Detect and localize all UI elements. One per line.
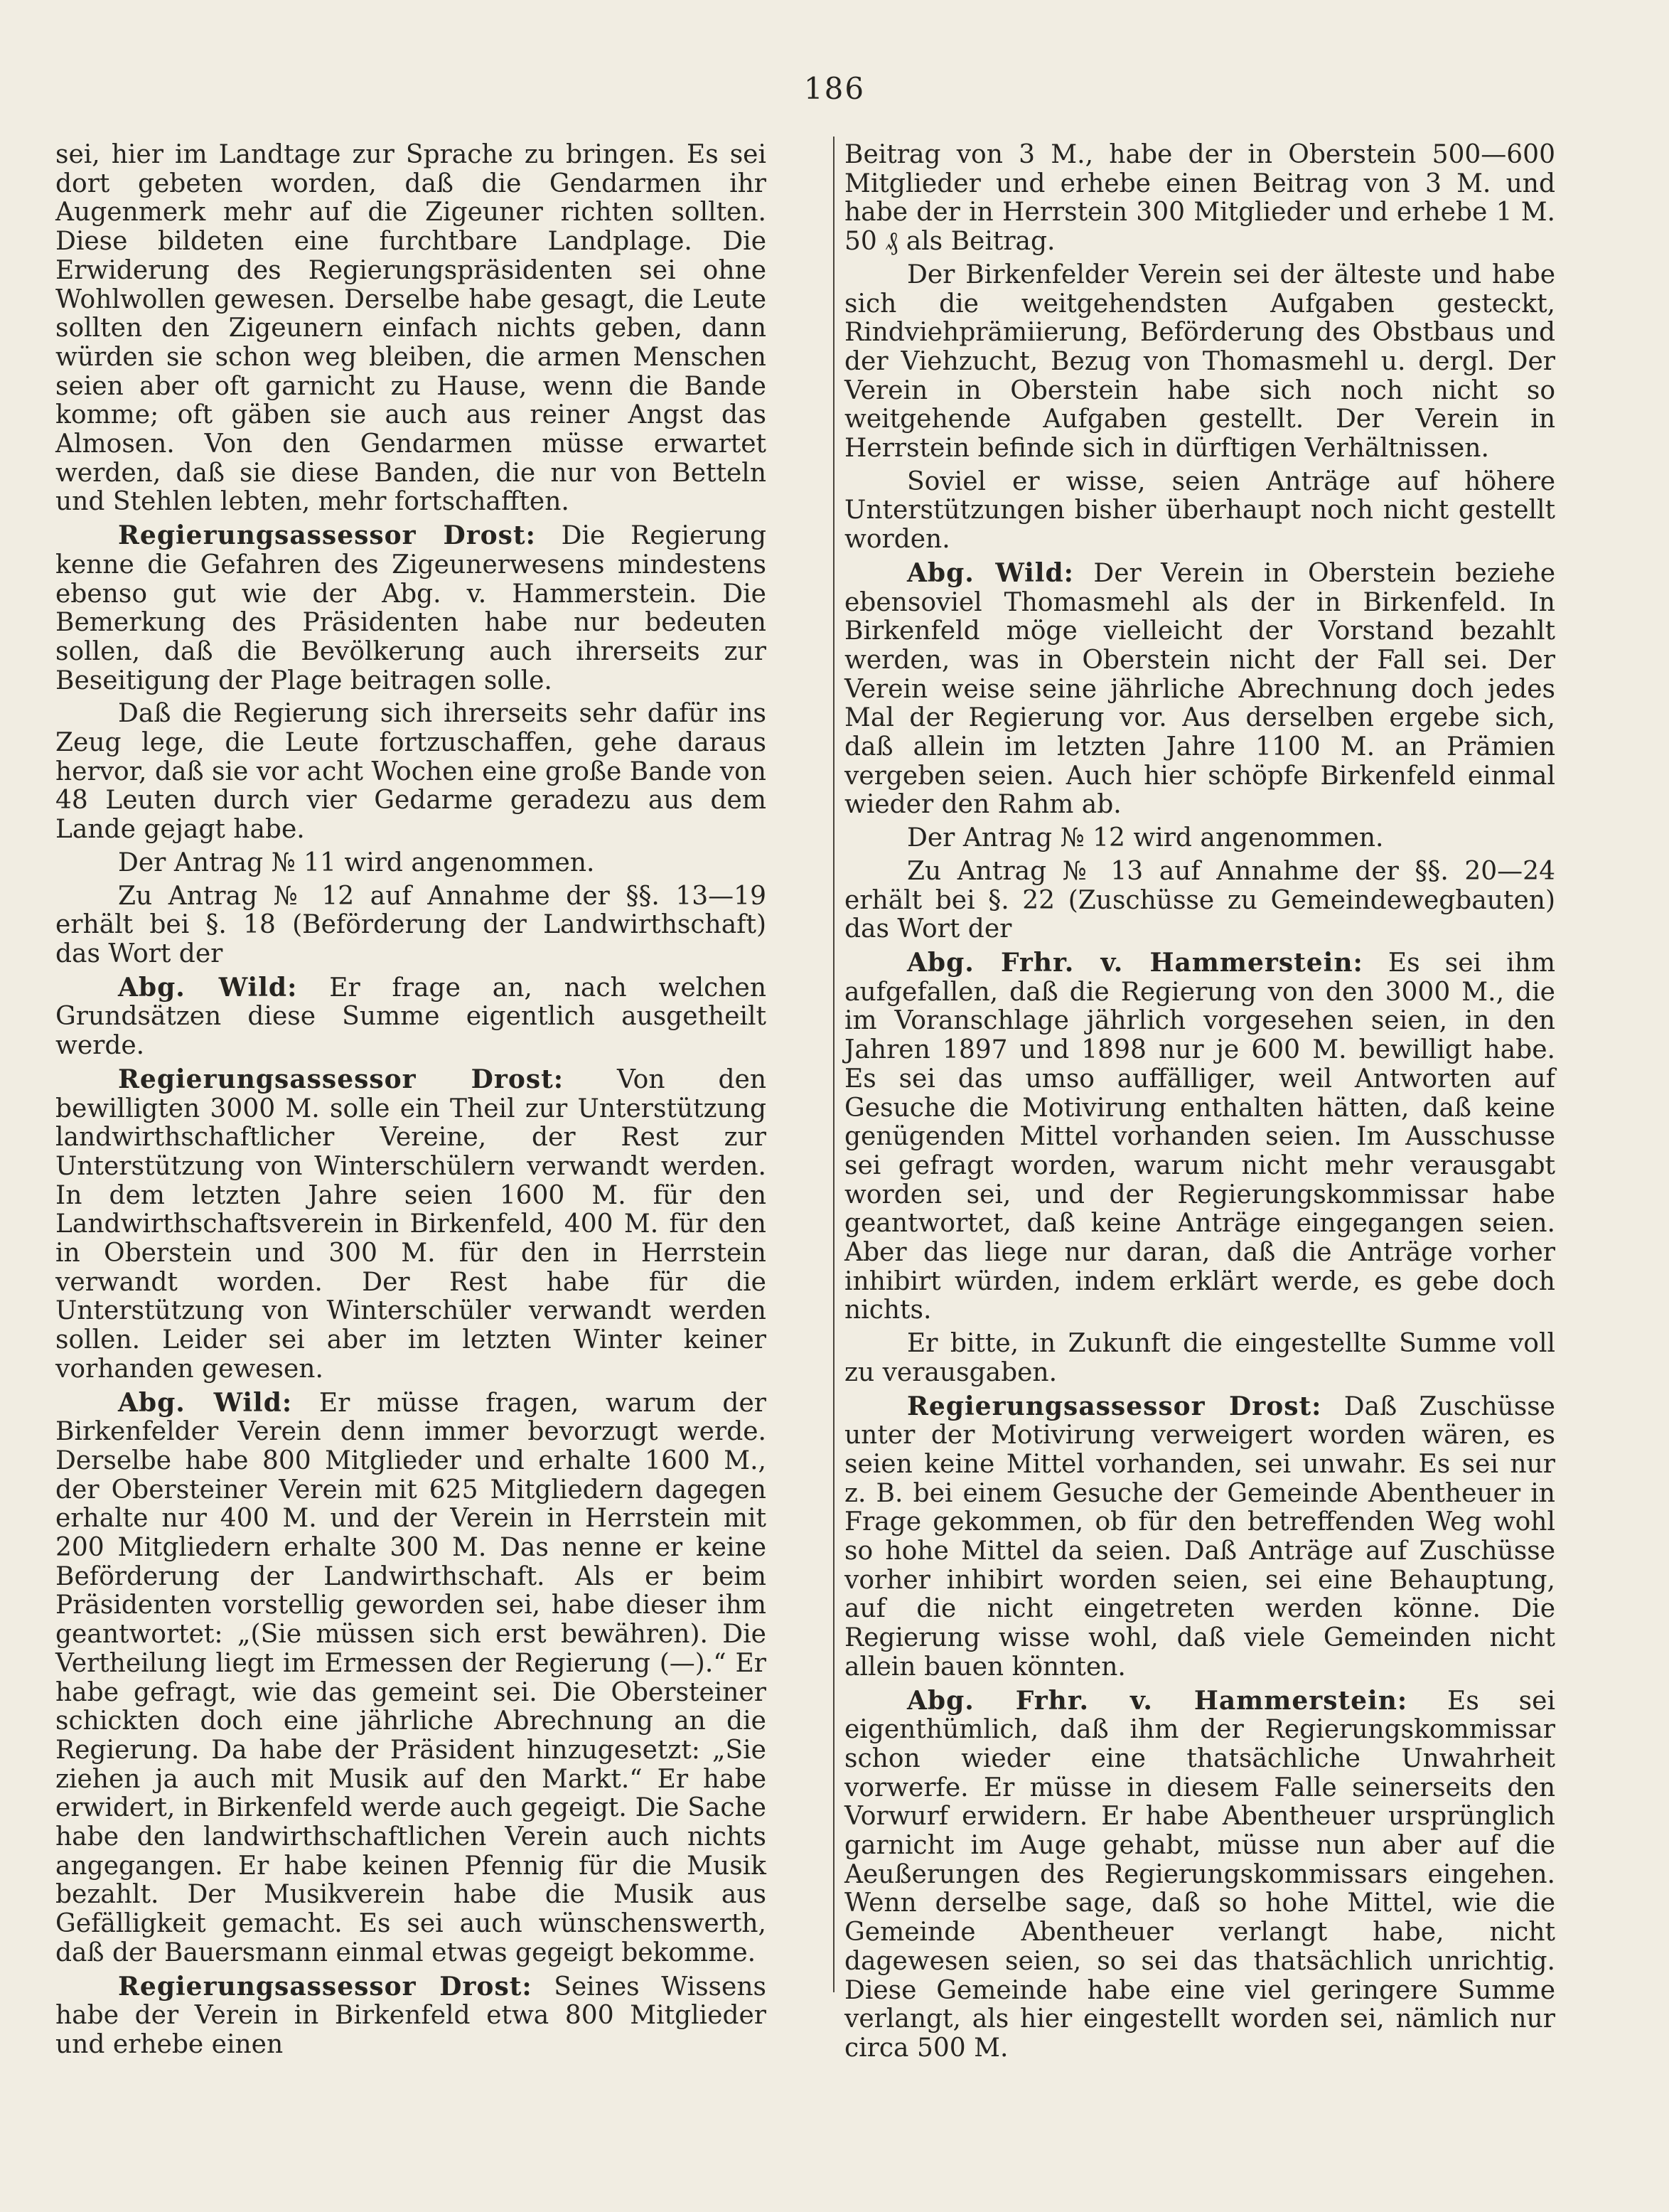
paragraph — [844, 1392, 1555, 1682]
paragraph-text: Daß Zuschüsse unter der Motivirung verweigert worden wären, es seien keine Mittel vorhanden, sei unwahr. Es sei nur z. B. bei einem Gesuche der Gemeinde Abentheuer in Frage gekommen, ob für den betreffenden Weg wohl so hohe Mittel da seien. Daß Anträge auf Zuschüsse vorher inhibirt worden seien, sei eine Behauptung, auf die nicht eingetreten werden könne. Die Regierung wisse wohl, daß viele Gemeinden nicht allein bauen könnten. — [844, 1391, 1555, 1682]
right-column — [844, 141, 1555, 2068]
paragraph-text: Daß die Regierung sich ihrerseits sehr dafür ins Zeug lege, die Leute fortzuschaffen, gehe daraus hervor, daß sie vor acht Wochen eine große Bande von 48 Leuten durch vier Gedarme geradezu aus dem Lande gejagt habe. — [55, 699, 766, 845]
paragraph-text: Von den bewilligten 3000 M. solle ein Theil zur Unterstützung landwirthschaftlicher Vereine, der Rest zur Unterstützung von Winterschülern verwandt werden. In dem letzten Jahre seien 1600 M. für den Landwirthschaftsverein in Birkenfeld, 400 M. für den in Oberstein und 300 M. für den in Herrstein verwandt worden. Der Rest habe für die Unterstützung von Winterschüler verwandt werden sollen. Leider sei aber im letzten Winter keiner vorhanden gewesen. — [55, 1064, 767, 1384]
page-number: 186 — [803, 71, 866, 106]
paragraph-text: Beitrag von 3 M., habe der in Oberstein 500—600 Mitglieder und erhebe einen Beitrag von 3 M. und habe der in Herrstein 300 Mitglieder und erhebe 1 M. 50 ₰ als Beitrag. — [844, 140, 1555, 257]
paragraph — [844, 824, 1555, 853]
speaker-name: Abg. Wild: — [118, 1387, 293, 1418]
paragraph — [844, 468, 1555, 555]
left-column — [55, 141, 766, 2064]
paragraph — [55, 141, 766, 517]
speaker-name: Regierungsassessor Drost: — [907, 1391, 1322, 1421]
paragraph — [55, 973, 766, 1061]
speaker-name: Regierungsassessor Drost: — [118, 520, 536, 551]
paragraph-text: Er frage an, nach welchen Grundsätzen diese Summe eigentlich ausgetheilt werde. — [55, 973, 766, 1061]
paragraph — [55, 882, 766, 969]
paragraph — [844, 949, 1555, 1325]
paragraph — [844, 261, 1555, 464]
speaker-name: Abg. Frhr. v. Hammerstein: — [907, 947, 1363, 978]
paragraph-text: sei, hier im Landtage zur Sprache zu bringen. Es sei dort gebeten worden, daß die Gendarmen ihr Augenmerk mehr auf die Zigeuner richten sollten. Diese bildeten eine furchtbare Landplage. Die Erwiderung des Regierungspräsidenten sei ohne Wohlwollen gewesen. Derselbe habe gesagt, die Leute sollten den Zigeunern einfach nichts geben, dann würden sie schon weg bleiben, die armen Menschen seien aber oft garnicht zu Hause, wenn die Bande komme; oft gäben sie auch aus reiner Angst das Almosen. Von den Gendarmen müsse erwartet werden, daß sie diese Banden, die nur von Betteln und Stehlen lebten, mehr fortschafften. — [55, 140, 766, 517]
paragraph-text: Der Birkenfelder Verein sei der älteste und habe sich die weitgehendsten Aufgaben gesteckt, Rindviehprämiierung, Beförderung des Obstbaus und der Viehzucht, Bezug von Thomasmehl u. dergl. Der Verein in Oberstein habe sich noch nicht so weitgehende Aufgaben gestellt. Der Verein in Herrstein befinde sich in dürftigen Verhältnissen. — [844, 260, 1555, 464]
paragraph-text: Es sei ihm aufgefallen, daß die Regierung von den 3000 M., die im Voranschlage jährlich vorgesehen seien, in den Jahren 1897 und 1898 nur je 600 M. bewilligt habe. Es sei das umso auffälliger, weil Antworten auf Gesuche die Motivirung enthalten hätten, daß keine genügenden Mittel vorhanden seien. Im Ausschusse sei gefragt worden, warum nicht mehr verausgabt worden sei, und der Regierungskommissar habe geantwortet, daß keine Anträge eingegangen seien. Aber das liege nur daran, daß die Anträge vorher inhibirt würden, indem erklärt werde, es gebe doch nichts. — [844, 948, 1555, 1325]
paragraph — [55, 1065, 766, 1384]
paragraph — [55, 1972, 766, 2060]
paragraph-text: Er bitte, in Zukunft die eingestellte Summe voll zu verausgaben. — [844, 1329, 1555, 1387]
paragraph — [844, 141, 1555, 257]
speaker-name: Abg. Wild: — [118, 972, 298, 1003]
paragraph-text: Der Verein in Oberstein beziehe ebensoviel Thomasmehl als der in Birkenfeld. In Birkenfeld möge vielleicht der Vorstand bezahlt werden, was in Oberstein nicht der Fall sei. Der Verein weise seine jährliche Abrechnung doch jedes Mal der Regierung vor. Aus derselben ergebe sich, daß allein im letzten Jahre 1100 M. an Prämien vergeben seien. Auch hier schöpfe Birkenfeld einmal wieder den Rahm ab. — [844, 558, 1556, 820]
paragraph-text: Seines Wissens habe der Verein in Birkenfeld etwa 800 Mitglieder und erhebe einen — [55, 1972, 766, 2059]
paragraph-text: Es sei eigenthümlich, daß ihm der Regierungskommissar schon wieder eine thatsächliche Unwahrheit vorwerfe. Er müsse in diesem Falle seinerseits den Vorwurf erwidern. Er habe Abentheuer ursprünglich garnicht im Auge gehabt, müsse nun aber auf die Aeußerungen des Regierungskommissars eingehen. Wenn derselbe sage, daß so hohe Mittel, wie die Gemeinde Abentheuer verlangt habe, nicht dagewesen seien, so sei das thatsächlich unrichtig. Diese Gemeinde habe eine viel geringere Summe verlangt, als hier eingestellt worden sei, nämlich nur circa 500 M. — [844, 1686, 1555, 2063]
paragraph — [55, 521, 766, 695]
paragraph-text: Der Antrag № 12 wird angenommen. — [907, 823, 1384, 853]
paragraph-text: Zu Antrag № 12 auf Annahme der §§. 13—19 erhält bei §. 18 (Beförderung der Landwirthschaft) das Wort der — [55, 881, 766, 968]
paragraph — [844, 1330, 1555, 1387]
paragraph — [844, 857, 1555, 944]
speaker-name: Regierungsassessor Drost: — [118, 1064, 564, 1094]
paragraph — [844, 1687, 1555, 2063]
speaker-name: Regierungsassessor Drost: — [118, 1971, 532, 2002]
paragraph-text: Er müsse fragen, warum der Birkenfelder Verein denn immer bevorzugt werde. Derselbe habe 800 Mitglieder und erhalte 1600 M., der Obersteiner Verein mit 625 Mitgliedern dagegen erhalte nur 400 M. und der Verein in Herrstein mit 200 Mitgliedern erhalte 300 M. Das nenne er keine Beförderung der Landwirthschaft. Als er beim Präsidenten vorstellig geworden sei, habe dieser ihm geantwortet: „(Sie müssen sich erst bewähren). Die Vertheilung liegt im Ermessen der Regierung (—).“ Er habe gefragt, wie das gemeint sei. Die Obersteiner schickten doch eine jährliche Abrechnung an die Regierung. Da habe der Präsident hinzugesetzt: „Sie ziehen ja auch mit Musik auf den Markt.“ Er habe erwidert, in Birkenfeld werde auch gegeigt. Die Sache habe den landwirthschaftlichen Verein auch nichts angegangen. Er habe keinen Pfennig für die Musik bezahlt. Der Musikverein habe die Musik aus Gefälligkeit gemacht. Es sei auch wünschenswerth, daß der Bauersmann einmal etwas gegeigt bekomme. — [55, 1388, 766, 1967]
paragraph — [55, 700, 766, 845]
column-divider — [833, 137, 834, 1992]
speaker-name: Abg. Wild: — [907, 557, 1074, 588]
paragraph — [55, 1389, 766, 1968]
paragraph — [55, 849, 766, 878]
paragraph-text: Die Regierung kenne die Gefahren des Zigeunerwesens mindestens ebenso gut wie der Abg. v. Hammerstein. Die Bemerkung des Präsidenten habe nur bedeuten sollen, daß die Bevölkerung auch ihrerseits zur Beseitigung der Plage beitragen solle. — [55, 521, 766, 695]
paragraph — [844, 559, 1555, 820]
paragraph-text: Der Antrag № 11 wird angenommen. — [118, 848, 595, 877]
paragraph-text: Zu Antrag № 13 auf Annahme der §§. 20—24 erhält bei §. 22 (Zuschüsse zu Gemeindewegbauten) das Wort der — [844, 856, 1555, 944]
speaker-name: Abg. Frhr. v. Hammerstein: — [907, 1685, 1408, 1716]
paragraph-text: Soviel er wisse, seien Anträge auf höhere Unterstützungen bisher überhaupt noch nicht gestellt worden. — [844, 466, 1555, 555]
